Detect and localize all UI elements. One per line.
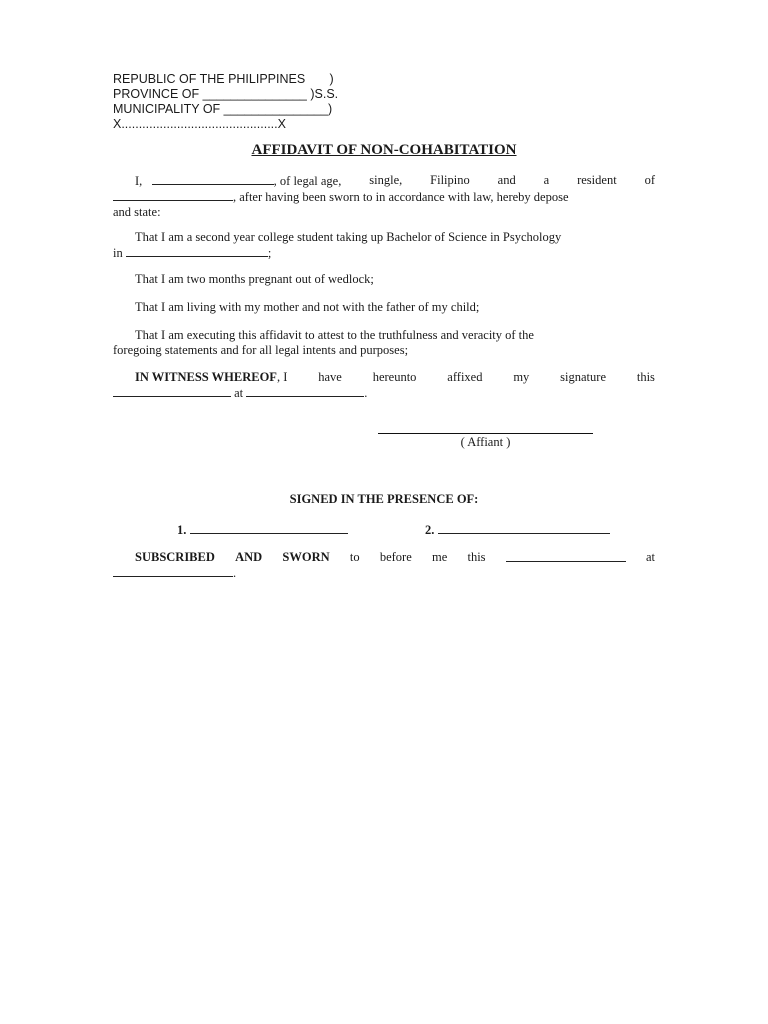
intro-word: and <box>497 173 516 187</box>
witness-paragraph <box>113 370 655 401</box>
purpose-line-1: That I am executing this affidavit to attest to the truthfulness and veracity of the <box>135 328 534 342</box>
witness-line-1: IN WITNESS WHEREOF, I have hereunto affixed my signature this <box>135 370 655 384</box>
witness-1: 1. <box>177 522 348 538</box>
intro-line-3: and state: <box>113 205 161 219</box>
intro-word: single, <box>369 173 403 187</box>
intro-word: I, <box>135 174 143 188</box>
student-prefix: in <box>113 246 123 260</box>
caption-province: PROVINCE OF _______________ )S.S. <box>113 87 339 101</box>
case-caption <box>113 72 338 132</box>
pregnancy-statement: That I am two months pregnant out of wedlock; <box>135 272 374 286</box>
intro-line-1 <box>113 173 655 189</box>
affiant-signature-line[interactable] <box>378 433 593 434</box>
caption-republic: REPUBLIC OF THE PHILIPPINES ) <box>113 72 334 86</box>
witness-line-2: at . <box>113 385 655 401</box>
witness-bold: IN WITNESS WHEREOF <box>135 370 277 384</box>
intro-word: a <box>543 173 550 187</box>
intro-word: resident <box>577 173 617 187</box>
jurat-line-1: SUBSCRIBED AND SWORN to before me this at <box>135 550 655 564</box>
intro-text: , after having been sworn to in accordance with law, hereby depose <box>233 190 569 204</box>
student-suffix: ; <box>267 246 272 260</box>
residence-statement: That I am living with my mother and not with the father of my child; <box>135 300 480 314</box>
student-paragraph <box>113 230 655 261</box>
residence-blank[interactable] <box>113 189 233 201</box>
witness-2: 2. <box>425 522 610 538</box>
school-blank[interactable] <box>126 245 268 257</box>
name-blank[interactable] <box>152 173 274 185</box>
place-blank[interactable] <box>246 385 364 397</box>
student-line-2 <box>113 245 655 261</box>
affiant-label: ( Affiant ) <box>460 435 511 449</box>
purpose-line-2: foregoing statements and for all legal intents and purposes; <box>113 343 409 357</box>
document-title: AFFIDAVIT OF NON-COHABITATION <box>251 142 517 158</box>
intro-word: Filipino <box>430 173 470 187</box>
date-blank[interactable] <box>113 385 231 397</box>
witness-2-blank[interactable] <box>438 522 610 534</box>
caption-divider: X.............................................X <box>113 117 286 131</box>
student-line-1: That I am a second year college student taking up Bachelor of Science in Psychology <box>135 230 562 244</box>
intro-paragraph <box>113 173 655 220</box>
jurat-line-2: . <box>113 565 655 581</box>
presence-heading: SIGNED IN THE PRESENCE OF: <box>289 492 479 506</box>
jurat-date-blank[interactable] <box>506 550 626 562</box>
caption-municipality: MUNICIPALITY OF _______________) <box>113 102 333 116</box>
intro-word: of <box>644 173 655 187</box>
intro-line-2 <box>113 189 655 205</box>
jurat-place-blank[interactable] <box>113 565 233 577</box>
intro-word: , of legal age, <box>273 174 342 188</box>
purpose-paragraph <box>113 328 655 358</box>
witness-1-blank[interactable] <box>190 522 348 534</box>
jurat-paragraph <box>113 550 655 581</box>
